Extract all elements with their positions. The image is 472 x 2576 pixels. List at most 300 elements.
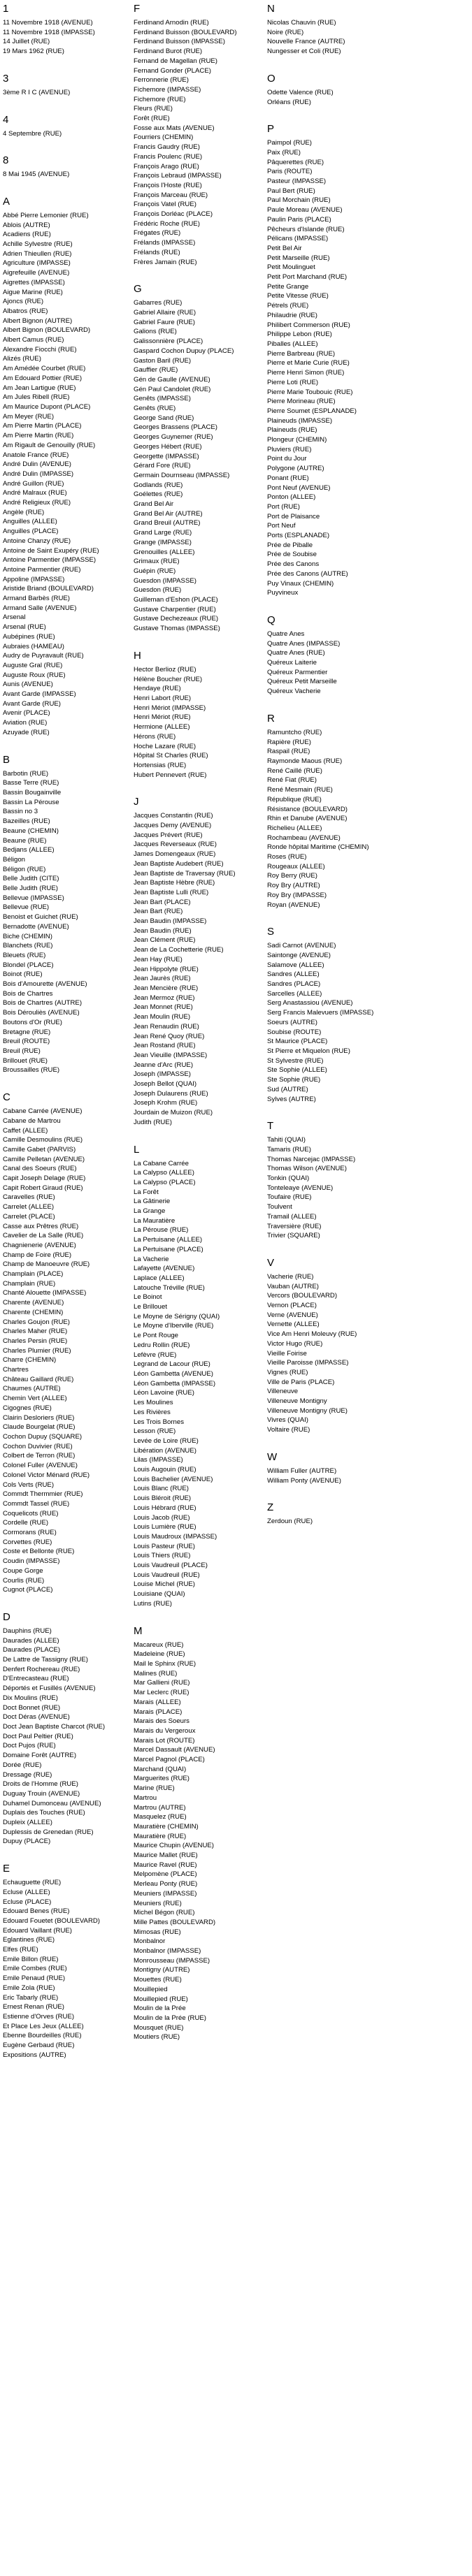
street-name: Avant Garde (IMPASSE) bbox=[3, 690, 76, 699]
street-name: Joseph (IMPASSE) bbox=[134, 1070, 191, 1079]
street-name: Dorée (RUE) bbox=[3, 1761, 42, 1769]
street-name: Petit Moulinguet bbox=[267, 263, 315, 272]
street-name: Anguilles (ALLEE) bbox=[3, 518, 57, 526]
street-name: Mail le Sphinx (RUE) bbox=[134, 1659, 196, 1668]
section-letter-heading: B bbox=[3, 753, 10, 766]
street-name: Tramail (ALLEE) bbox=[267, 1212, 317, 1221]
section-letter-heading: H bbox=[134, 649, 141, 662]
street-name: Jean Moulin (RUE) bbox=[134, 1013, 191, 1021]
street-name: Champ de Foire (RUE) bbox=[3, 1251, 72, 1259]
street-name: Marais des Soeurs bbox=[134, 1717, 189, 1726]
street-name: Rapière (RUE) bbox=[267, 738, 311, 746]
street-name: Hubert Pennevert (RUE) bbox=[134, 771, 207, 779]
street-name: Sandres (PLACE) bbox=[267, 980, 321, 989]
street-name: Benoist et Guichet (RUE) bbox=[3, 913, 78, 922]
street-name: Am Jules Ribell (RUE) bbox=[3, 393, 70, 402]
section-letter-heading: M bbox=[134, 1624, 143, 1637]
street-name: Jourdain de Muizon (RUE) bbox=[134, 1109, 213, 1117]
street-name: Bernadotte (AVENUE) bbox=[3, 922, 69, 931]
street-name: Port Neuf bbox=[267, 522, 296, 530]
street-name: Jacques Prévert (RUE) bbox=[134, 831, 203, 839]
street-name: Monbalnor (IMPASSE) bbox=[134, 1947, 201, 1956]
street-name: Rochambeau (AVENUE) bbox=[267, 834, 341, 842]
street-name: Salamove (ALLEE) bbox=[267, 961, 324, 969]
street-name: Antoine Chanzy (RUE) bbox=[3, 537, 71, 545]
street-name: Fleurs (RUE) bbox=[134, 105, 173, 113]
street-name: Louise Michel (RUE) bbox=[134, 1580, 195, 1589]
letter-section bbox=[3, 154, 136, 180]
street-name: Expositions (AUTRE) bbox=[3, 2051, 66, 2059]
street-name: Jean Bart (RUE) bbox=[134, 908, 183, 916]
street-name: Dauphins (RUE) bbox=[3, 1627, 52, 1635]
street-name: Gaston Baril (RUE) bbox=[134, 356, 192, 365]
section-letter-heading: N bbox=[267, 3, 275, 15]
street-name: Vercors (BOULEVARD) bbox=[267, 1292, 338, 1300]
street-name: Philippe Lebon (RUE) bbox=[267, 330, 332, 339]
street-name: La Pérouse (RUE) bbox=[134, 1226, 189, 1235]
street-name: Ste Sophie (RUE) bbox=[267, 1076, 321, 1084]
street-name: La Forêt bbox=[134, 1188, 159, 1196]
street-name: Marine (RUE) bbox=[134, 1784, 175, 1793]
street-name: Georges Brassens (PLACE) bbox=[134, 423, 217, 432]
section-letter-heading: V bbox=[267, 1256, 275, 1269]
street-name: Mauratière (CHEMIN) bbox=[134, 1822, 199, 1831]
street-name: Marcel Dassault (AVENUE) bbox=[134, 1746, 215, 1754]
street-name: Laplace (ALLEE) bbox=[134, 1274, 185, 1282]
street-name: Daurades (ALLEE) bbox=[3, 1636, 59, 1645]
street-name: Ebenne Bourdeilles (RUE) bbox=[3, 2032, 82, 2040]
street-name: Germain Dournseau (IMPASSE) bbox=[134, 471, 230, 479]
street-name: Jeanne d'Arc (RUE) bbox=[134, 1061, 194, 1069]
street-name: Latouche Tréville (RUE) bbox=[134, 1283, 205, 1292]
street-name: Monrousseau (IMPASSE) bbox=[134, 1956, 210, 1965]
street-name: Jean Monnet (RUE) bbox=[134, 1003, 193, 1012]
street-name: Traversière (RUE) bbox=[267, 1222, 322, 1230]
street-name: Marchand (QUAI) bbox=[134, 1765, 187, 1773]
street-name: Lilas (IMPASSE) bbox=[134, 1456, 183, 1464]
street-name: Vernon (PLACE) bbox=[267, 1302, 317, 1310]
street-name: Cols Verts (RUE) bbox=[3, 1480, 55, 1489]
street-name: Charles Goujon (RUE) bbox=[3, 1318, 70, 1326]
street-name: Belle Judith (RUE) bbox=[3, 885, 58, 893]
street-name: Trivier (SQUARE) bbox=[267, 1232, 320, 1240]
letter-section bbox=[134, 283, 266, 634]
street-name: Sandres (ALLEE) bbox=[267, 970, 320, 979]
street-name: 11 Novembre 1918 (AVENUE) bbox=[3, 19, 93, 27]
street-name: Jean Hippolyte (RUE) bbox=[134, 965, 199, 973]
street-name: Roy Bry (AUTRE) bbox=[267, 882, 320, 890]
street-name: Grand Large (RUE) bbox=[134, 529, 192, 537]
street-name: Pêcheurs d'Islande (RUE) bbox=[267, 225, 345, 233]
street-name: Bleuets (RUE) bbox=[3, 951, 46, 959]
street-name: Edouard Vaillant (RUE) bbox=[3, 1926, 73, 1935]
street-name: Grenouilles (ALLEE) bbox=[134, 548, 195, 556]
street-name: Ramuntcho (RUE) bbox=[267, 728, 322, 736]
street-name: Duplais des Touches (RUE) bbox=[3, 1809, 85, 1817]
street-name: Genêts (IMPASSE) bbox=[134, 395, 191, 403]
street-name: Pierre Soumet (ESPLANADE) bbox=[267, 407, 357, 415]
street-name: Lefèvre (RUE) bbox=[134, 1351, 177, 1359]
street-name: Odette Valence (RUE) bbox=[267, 88, 334, 96]
street-name: François l'Hoste (RUE) bbox=[134, 181, 202, 189]
street-name: Forêt (RUE) bbox=[134, 115, 170, 123]
street-name: Saintonge (AVENUE) bbox=[267, 951, 331, 959]
street-name: Albert Bignon (AUTRE) bbox=[3, 316, 73, 325]
street-name: Pierre Marie Toubouic (RUE) bbox=[267, 388, 353, 396]
street-name: Ecluse (PLACE) bbox=[3, 1898, 52, 1906]
section-letter-heading: E bbox=[3, 1863, 10, 1875]
street-name: Francis Poulenc (RUE) bbox=[134, 152, 203, 161]
street-name: Ponton (ALLEE) bbox=[267, 493, 316, 502]
street-name: Résistance (BOULEVARD) bbox=[267, 805, 348, 813]
street-name: William Ponty (AVENUE) bbox=[267, 1476, 341, 1485]
street-name: Jean Baudin (RUE) bbox=[134, 926, 192, 935]
street-name: Merleau Ponty (RUE) bbox=[134, 1880, 198, 1889]
street-name: Jean Jaurès (RUE) bbox=[134, 975, 191, 983]
street-name: Bois d'Amourette (AVENUE) bbox=[3, 980, 87, 989]
street-name: Ste Sophie (ALLEE) bbox=[267, 1066, 327, 1075]
street-name: Prée de Soubise bbox=[267, 551, 317, 559]
street-name: Audry de Puyravault (RUE) bbox=[3, 652, 84, 660]
street-name: Capit Joseph Delage (RUE) bbox=[3, 1174, 86, 1183]
street-name: Mouillepied bbox=[134, 1985, 168, 1993]
street-name: 4 Septembre (RUE) bbox=[3, 129, 62, 138]
street-name: Coudin (IMPASSE) bbox=[3, 1557, 60, 1566]
street-name: Jean Mermoz (RUE) bbox=[134, 994, 195, 1002]
street-name: Am Amédée Courbet (RUE) bbox=[3, 365, 86, 373]
street-name: Georges Hébert (RUE) bbox=[134, 442, 202, 451]
street-name: Gustave Charpentier (RUE) bbox=[134, 605, 216, 613]
street-name: Carrelet (PLACE) bbox=[3, 1212, 55, 1221]
street-name: La Pertuisane (PLACE) bbox=[134, 1245, 203, 1253]
street-name: Maurice Ravel (RUE) bbox=[134, 1861, 197, 1869]
street-name: Bedjans (ALLEE) bbox=[3, 846, 55, 854]
street-name: Paimpol (RUE) bbox=[267, 139, 312, 147]
street-name: Martrou (AUTRE) bbox=[134, 1803, 186, 1812]
street-name: Gauffier (RUE) bbox=[134, 366, 178, 374]
street-name: Champlain (PLACE) bbox=[3, 1270, 64, 1279]
street-name: André Dulin (AVENUE) bbox=[3, 460, 71, 469]
letter-section bbox=[267, 926, 400, 1104]
street-name: Mouettes (RUE) bbox=[134, 1976, 182, 1984]
street-name: Plaineuds (IMPASSE) bbox=[267, 416, 333, 425]
street-name: Joseph Dulaurens (RUE) bbox=[134, 1089, 208, 1098]
street-name: Jean Bart (PLACE) bbox=[134, 898, 191, 906]
street-name: Michel Bégon (RUE) bbox=[134, 1909, 195, 1917]
street-name: Jean Clément (RUE) bbox=[134, 936, 196, 945]
street-name: Vice Am Henri Moleuvy (RUE) bbox=[267, 1330, 357, 1339]
street-name: Gaspard Cochon Dupuy (PLACE) bbox=[134, 347, 234, 355]
street-name: Louis Maudroux (IMPASSE) bbox=[134, 1532, 217, 1541]
street-name: Caffet (ALLEE) bbox=[3, 1126, 48, 1135]
street-name: Vernette (ALLEE) bbox=[267, 1320, 320, 1329]
street-name: André Religieux (RUE) bbox=[3, 499, 71, 507]
street-name: Mimosas (RUE) bbox=[134, 1928, 181, 1936]
street-name: Point du Jour bbox=[267, 455, 307, 463]
street-name: André Guillon (RUE) bbox=[3, 479, 64, 488]
street-name: Grimaux (RUE) bbox=[134, 558, 180, 566]
street-name: Louisiane (QUAI) bbox=[134, 1590, 185, 1599]
street-name: Quatre Anes (IMPASSE) bbox=[267, 639, 341, 648]
street-name: Camille Desmoulins (RUE) bbox=[3, 1136, 83, 1144]
section-letter-heading: J bbox=[134, 796, 139, 808]
street-name: Beaune (RUE) bbox=[3, 836, 47, 845]
street-name: James Domengeaux (RUE) bbox=[134, 850, 216, 859]
street-name: Malines (RUE) bbox=[134, 1669, 178, 1678]
street-name: Ferdinand Buisson (BOULEVARD) bbox=[134, 28, 237, 36]
street-name: Louis Vaudreuil (RUE) bbox=[134, 1571, 200, 1579]
street-name: Courlis (RUE) bbox=[3, 1576, 45, 1585]
street-name: Toulvent bbox=[267, 1203, 292, 1211]
street-name: Louis Pasteur (RUE) bbox=[134, 1542, 195, 1550]
street-name: Domaine Forêt (AUTRE) bbox=[3, 1752, 77, 1760]
street-name: Grand Bel Air bbox=[134, 500, 174, 509]
street-name: Jean Baudin (IMPASSE) bbox=[134, 917, 207, 926]
street-name: Emile Billon (RUE) bbox=[3, 1955, 59, 1963]
street-name: Villeneuve Montigny (RUE) bbox=[267, 1406, 348, 1415]
letter-section bbox=[3, 1611, 136, 1847]
street-name: Lafayette (AVENUE) bbox=[134, 1265, 195, 1273]
letter-section bbox=[134, 1144, 266, 1609]
letter-section bbox=[267, 1257, 400, 1435]
street-name: Boutons d'Or (RUE) bbox=[3, 1018, 63, 1026]
street-name: Am Maurice Dupont (PLACE) bbox=[3, 402, 91, 411]
street-name: Ablois (AUTRE) bbox=[3, 221, 50, 229]
street-name: Armand Salle (AVENUE) bbox=[3, 604, 77, 612]
street-name: Hector Berlioz (RUE) bbox=[134, 665, 196, 674]
street-name: Broussailles (RUE) bbox=[3, 1066, 60, 1075]
street-name: Jean Vieuille (IMPASSE) bbox=[134, 1051, 208, 1059]
section-letter-heading: D bbox=[3, 1610, 10, 1623]
street-name: St Pierre et Miquelon (RUE) bbox=[267, 1047, 350, 1055]
street-name: Coquelicots (RUE) bbox=[3, 1509, 59, 1518]
street-name: Jacques Demy (AVENUE) bbox=[134, 822, 212, 830]
street-name: Raspail (RUE) bbox=[267, 748, 310, 756]
street-name: Gustave Thomas (IMPASSE) bbox=[134, 625, 220, 633]
street-name: Bois de Chartres (AUTRE) bbox=[3, 999, 83, 1007]
street-name: Commdt Tassel (RUE) bbox=[3, 1499, 70, 1508]
street-name: Rhin et Danube (AVENUE) bbox=[267, 815, 348, 823]
street-name: Antoine de Saint Exupéry (RUE) bbox=[3, 546, 99, 555]
street-name: Am Pierre Martin (PLACE) bbox=[3, 422, 82, 430]
letter-section bbox=[267, 1451, 400, 1485]
street-name: Mille Pattes (BOULEVARD) bbox=[134, 1918, 216, 1926]
street-name: Gustave Dechezeaux (RUE) bbox=[134, 615, 219, 623]
letter-section bbox=[134, 796, 266, 1127]
street-name: Bassin Bougainville bbox=[3, 789, 62, 796]
street-name: Eglantines (RUE) bbox=[3, 1936, 55, 1944]
street-name: Pierre Morineau (RUE) bbox=[267, 398, 336, 406]
street-name: Louis Thiers (RUE) bbox=[134, 1552, 191, 1560]
letter-section bbox=[3, 196, 136, 738]
street-name: Nungesser et Coli (RUE) bbox=[267, 48, 341, 56]
section-letter-heading: G bbox=[134, 283, 142, 296]
street-name: René Caillé (RUE) bbox=[267, 766, 322, 775]
street-name: Louis Augouin (RUE) bbox=[134, 1466, 196, 1474]
street-name: Alizés (RUE) bbox=[3, 355, 41, 363]
street-name: Charles Persin (RUE) bbox=[3, 1337, 68, 1345]
street-name: Hôpital St Charles (RUE) bbox=[134, 752, 208, 760]
street-name: Quéreux Vacherie bbox=[267, 687, 321, 696]
street-name: Paul Bert (RUE) bbox=[267, 187, 315, 195]
street-name: François Vatel (RUE) bbox=[134, 201, 196, 209]
street-name: Aunis (AVENUE) bbox=[3, 681, 53, 689]
street-name: Pierre Barbreau (RUE) bbox=[267, 349, 336, 358]
street-name: Port (RUE) bbox=[267, 502, 300, 511]
street-name: Louis Blanc (RUE) bbox=[134, 1485, 189, 1493]
street-name: Cormorans (RUE) bbox=[3, 1529, 57, 1537]
street-name: Nouvelle France (AUTRE) bbox=[267, 38, 345, 46]
street-name: Chartres bbox=[3, 1366, 29, 1374]
street-name: Claude Bourgelat (RUE) bbox=[3, 1423, 76, 1432]
street-name: Beaune (CHEMIN) bbox=[3, 827, 59, 835]
street-name: Cabane de Martrou bbox=[3, 1116, 61, 1125]
street-name: Georges Guynemer (RUE) bbox=[134, 433, 213, 442]
street-name: La Mauratière bbox=[134, 1216, 176, 1225]
street-name: Am Pierre Martin (RUE) bbox=[3, 432, 74, 440]
street-name: Jacques Reverseaux (RUE) bbox=[134, 841, 217, 849]
street-name: Joseph Krohm (RUE) bbox=[134, 1099, 198, 1107]
street-name: Piballes (ALLEE) bbox=[267, 340, 318, 348]
street-name: Nicolas Chauvin (RUE) bbox=[267, 19, 336, 27]
street-name: Roy Berry (RUE) bbox=[267, 872, 317, 880]
street-name: Marais du Vergeroux bbox=[134, 1726, 196, 1735]
street-name: La Grange bbox=[134, 1207, 166, 1216]
street-name: Sud (AUTRE) bbox=[267, 1085, 308, 1093]
street-name: Jean Baptiste de Traversay (RUE) bbox=[134, 869, 236, 878]
street-name: Emile Zola (RUE) bbox=[3, 1984, 55, 1992]
street-name: Prée de Piballe bbox=[267, 541, 313, 549]
street-name: Camille Gabet (PARVIS) bbox=[3, 1145, 76, 1154]
street-name: Maurice Mallet (RUE) bbox=[134, 1851, 198, 1860]
street-name: Eric Tabarly (RUE) bbox=[3, 1993, 59, 2002]
street-name: Aristide Briand (BOULEVARD) bbox=[3, 585, 94, 593]
street-name: Denfert Rochereau (RUE) bbox=[3, 1665, 80, 1673]
street-name: Tonkin (QUAI) bbox=[267, 1174, 310, 1183]
street-name: Hortensias (RUE) bbox=[134, 761, 187, 769]
street-name: La Vacherie bbox=[134, 1255, 169, 1263]
street-name: Hoche Lazare (RUE) bbox=[134, 742, 196, 750]
street-name: Frédéric Roche (RUE) bbox=[134, 219, 200, 228]
street-name: Quéreux Parmentier bbox=[267, 668, 328, 676]
section-letter-heading: O bbox=[267, 72, 276, 85]
street-name: Monbalnor bbox=[134, 1937, 166, 1946]
street-name: Tamaris (RUE) bbox=[267, 1145, 311, 1154]
street-name: Charente (AVENUE) bbox=[3, 1299, 64, 1307]
street-name: Dupuy (PLACE) bbox=[3, 1838, 51, 1846]
street-name: Petit Marseille (RUE) bbox=[267, 254, 330, 262]
street-name: Bazeilles (RUE) bbox=[3, 817, 50, 826]
street-name: Corvettes (RUE) bbox=[3, 1538, 52, 1546]
street-name: Vignes (RUE) bbox=[267, 1368, 308, 1376]
street-name: La Gâtinerie bbox=[134, 1198, 171, 1206]
section-letter-heading: S bbox=[267, 926, 275, 938]
street-name: Jean Renaudin (RUE) bbox=[134, 1022, 199, 1031]
street-name: Carrelet (ALLEE) bbox=[3, 1203, 55, 1211]
street-name: Jean Mencière (RUE) bbox=[134, 984, 199, 992]
street-name: Ronde hôpital Maritime (CHEMIN) bbox=[267, 843, 369, 852]
street-name: Maurice Chupin (AVENUE) bbox=[134, 1842, 214, 1850]
street-name: Pâquerettes (RUE) bbox=[267, 158, 324, 166]
street-name: Anatole France (RUE) bbox=[3, 451, 69, 459]
street-name: La Calypso (ALLEE) bbox=[134, 1169, 194, 1177]
street-name: Estienne d'Orves (RUE) bbox=[3, 2012, 75, 2021]
street-name: René Mesmain (RUE) bbox=[267, 786, 333, 794]
street-index-column-3 bbox=[267, 3, 400, 1543]
street-name: Hermione (ALLEE) bbox=[134, 723, 190, 732]
street-name: Am Jean Lartigue (RUE) bbox=[3, 384, 76, 392]
street-name: Vieille Paroisse (IMPASSE) bbox=[267, 1359, 349, 1367]
street-name: Pasteur (IMPASSE) bbox=[267, 177, 327, 186]
street-name: Aubraies (HAMEAU) bbox=[3, 642, 64, 650]
street-name: Dupleix (ALLEE) bbox=[3, 1819, 52, 1827]
street-name: Henri Mériot (IMPASSE) bbox=[134, 704, 206, 712]
street-name: Antoine Parmentier (RUE) bbox=[3, 565, 81, 574]
street-name: Soeurs (AUTRE) bbox=[267, 1018, 317, 1026]
street-name: Ponant (RUE) bbox=[267, 474, 309, 482]
street-name: Meuniers (RUE) bbox=[134, 1899, 182, 1907]
street-name: Breuil (RUE) bbox=[3, 1047, 41, 1055]
street-name: Eugène Gerbaud (RUE) bbox=[3, 2042, 75, 2050]
street-name: Paix (RUE) bbox=[267, 148, 301, 157]
street-name: Charre (CHEMIN) bbox=[3, 1356, 57, 1365]
street-name: Jean Rostand (RUE) bbox=[134, 1042, 196, 1050]
street-name: Marais Lot (ROUTE) bbox=[134, 1736, 195, 1745]
street-name: Fernand Gonder (PLACE) bbox=[134, 66, 211, 75]
street-name: Edouard Benes (RUE) bbox=[3, 1907, 70, 1916]
letter-section bbox=[134, 1625, 266, 2043]
section-letter-heading: 1 bbox=[3, 3, 9, 15]
street-name: Henri Labort (RUE) bbox=[134, 694, 192, 702]
street-name: Charente (CHEMIN) bbox=[3, 1308, 64, 1316]
letter-section bbox=[134, 650, 266, 780]
street-name: Anguilles (PLACE) bbox=[3, 527, 59, 536]
street-name: Sarcelles (ALLEE) bbox=[267, 989, 322, 998]
street-name: Dressage (RUE) bbox=[3, 1770, 52, 1779]
section-letter-heading: R bbox=[267, 712, 275, 725]
street-name: Am Edouard Pottier (RUE) bbox=[3, 374, 83, 382]
street-name: Bretagne (RUE) bbox=[3, 1028, 51, 1036]
street-name: Thomas Wilson (AVENUE) bbox=[267, 1165, 347, 1173]
street-name: 11 Novembre 1918 (IMPASSE) bbox=[3, 28, 95, 36]
street-name: Louis Hébrard (RUE) bbox=[134, 1504, 196, 1512]
street-name: Agriculture (IMPASSE) bbox=[3, 259, 71, 268]
street-name: Roses (RUE) bbox=[267, 853, 307, 861]
street-name: Edouard Fouetet (BOULEVARD) bbox=[3, 1916, 100, 1925]
street-name: Gén de Gaulle (AVENUE) bbox=[134, 375, 210, 384]
letter-section bbox=[267, 1120, 400, 1241]
street-name: Chaumes (AUTRE) bbox=[3, 1385, 61, 1393]
street-name: Genêts (RUE) bbox=[134, 405, 176, 413]
street-name: Le Moyne de Sérigny (QUAI) bbox=[134, 1312, 220, 1320]
street-name: Ferdinand Burot (RUE) bbox=[134, 48, 203, 56]
street-name: Judith (RUE) bbox=[134, 1118, 172, 1126]
section-letter-heading: P bbox=[267, 123, 275, 136]
street-name: François Lebraud (IMPASSE) bbox=[134, 172, 222, 180]
street-name: De Lattre de Tassigny (RUE) bbox=[3, 1656, 88, 1664]
street-name: George Sand (RUE) bbox=[134, 414, 194, 422]
street-name: 14 Juillet (RUE) bbox=[3, 38, 50, 46]
street-name: Bois Dérouliès (AVENUE) bbox=[3, 1009, 80, 1017]
street-name: Louis Lumière (RUE) bbox=[134, 1523, 196, 1531]
street-name: Meuniers (IMPASSE) bbox=[134, 1889, 197, 1898]
street-name: La Calypso (PLACE) bbox=[134, 1178, 196, 1186]
street-name: Albert Bignon (BOULEVARD) bbox=[3, 326, 91, 335]
street-name: Jean de La Cochetterie (RUE) bbox=[134, 946, 224, 954]
street-name: Quatre Anes (RUE) bbox=[267, 649, 325, 657]
street-name: Colonel Fuller (AVENUE) bbox=[3, 1462, 78, 1470]
street-name: Aigrettes (IMPASSE) bbox=[3, 278, 65, 286]
